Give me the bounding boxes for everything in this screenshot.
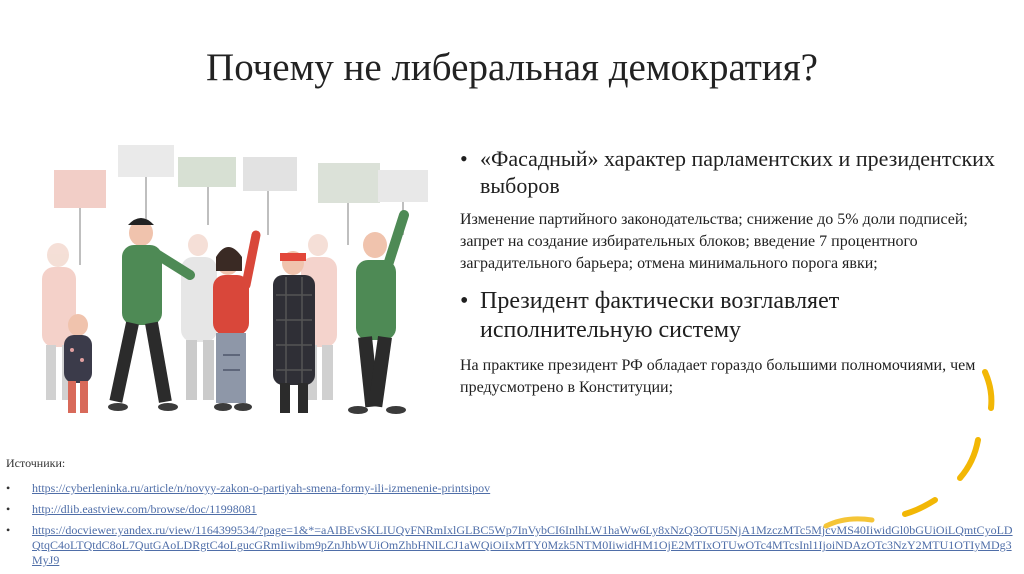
protest-crowd-illustration bbox=[18, 145, 438, 450]
slide-title: Почему не либеральная демократия? bbox=[206, 46, 818, 89]
bullet-marker: • bbox=[460, 146, 468, 171]
bullet-marker: • bbox=[460, 288, 469, 314]
point-2 bbox=[460, 287, 1005, 345]
bullet-marker: • bbox=[6, 523, 11, 537]
sources-heading: Источники: bbox=[6, 456, 66, 470]
point-1-text: «Фасадный» характер парламентских и президентских выборов bbox=[480, 146, 995, 198]
point-2-detail: На практике президент РФ обладает гораздо большими полномочиями, чем предусмотрено в Конституции; bbox=[460, 357, 976, 396]
point-2-text: Президент фактически возглавляет исполнительную систему bbox=[480, 288, 840, 343]
point-1 bbox=[460, 145, 1005, 199]
source-link-3[interactable]: https://docviewer.yandex.ru/view/1164399534/?page=1&*=aAIBEvSKLIUQvFNRmIxlGLBC5Wp7InVybCI6InlhLW1haWw6Ly8xNzQ3OTU5NjA1MzczMTc5MjcvMS40IiwidGl0bGUiOiLQmtCyoLDQtqC4oLTQtdC8oL7QutGAoLDRgtC4oLgucGRmIiwibm9pZnJhbWUiOmZhbHNlLCJ1aWQiOiIxMTY0Mzk5NTM0IiwidHM1OjE2MTIxOTUwOTc4MTcsInl1IjoiNDAzOTc3NzY2MTU1OTIyMDg3MyJ9 bbox=[32, 523, 1013, 567]
source-item bbox=[6, 502, 1018, 517]
source-link-1[interactable]: https://cyberleninka.ru/article/n/novyy-zakon-o-partiyah-smena-formy-ili-izmenenie-printsipov bbox=[32, 481, 491, 495]
main-content bbox=[460, 145, 1005, 411]
bullet-marker: • bbox=[6, 481, 11, 495]
bullet-marker: • bbox=[6, 502, 11, 516]
point-1-detail: Изменение партийного законодательства; снижение до 5% доли подписей; запрет на создание избирательных блоков; введение 7 процентного заградительного барьера; отмена минимального порога явки; bbox=[460, 211, 968, 272]
sources-section bbox=[6, 456, 1018, 574]
source-link-2[interactable]: http://dlib.eastview.com/browse/doc/11998081 bbox=[32, 502, 257, 516]
source-item bbox=[6, 481, 1018, 496]
source-item bbox=[6, 523, 1018, 568]
